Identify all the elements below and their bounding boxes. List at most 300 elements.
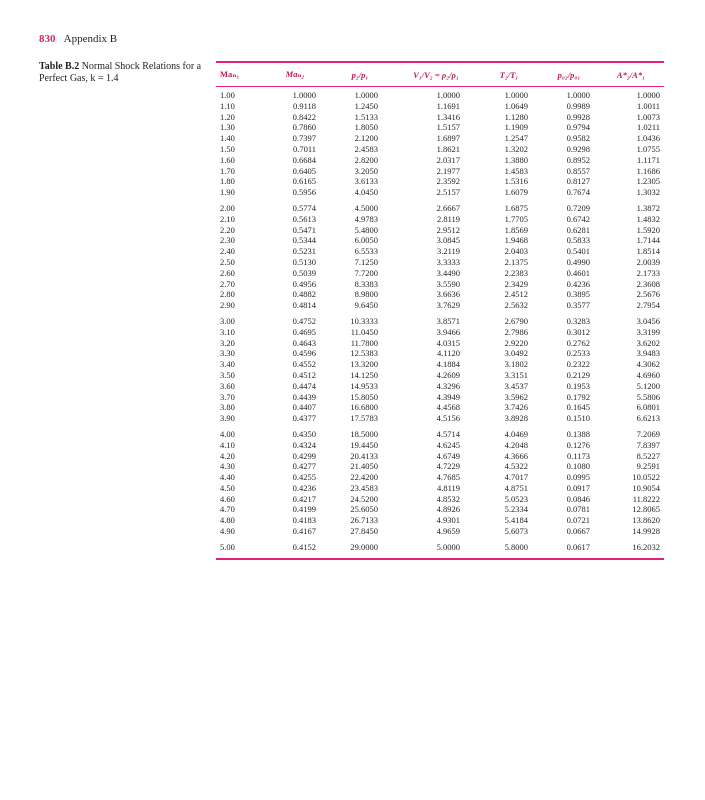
cell-stagnation-pressure-ratio: 0.3577	[566, 300, 590, 311]
cell-ma1: 1.10	[220, 100, 235, 111]
cell-area-ratio: 1.5920	[636, 224, 660, 235]
cell-velocity-ratio: 4.3296	[436, 380, 460, 391]
cell-temperature-ratio: 1.0000	[504, 90, 528, 100]
table-row	[216, 176, 664, 187]
cell-ma2: 0.4277	[292, 461, 316, 472]
cell-pressure-ratio: 4.9783	[354, 213, 378, 224]
cell-area-ratio: 9.2591	[636, 461, 660, 472]
table-row	[216, 225, 664, 236]
cell-velocity-ratio: 3.0845	[436, 235, 460, 246]
bottom-rule	[216, 558, 664, 560]
table-row	[216, 155, 664, 166]
cell-velocity-ratio: 2.0317	[436, 154, 460, 165]
cell-area-ratio: 2.0039	[636, 256, 660, 267]
cell-velocity-ratio: 4.5714	[436, 428, 460, 439]
cell-pressure-ratio: 16.6800	[350, 402, 378, 413]
table-row	[216, 494, 664, 505]
cell-area-ratio: 1.1171	[636, 154, 660, 165]
table-row	[216, 542, 664, 553]
cell-pressure-ratio: 14.9533	[350, 380, 378, 391]
cell-pressure-ratio: 4.0450	[354, 187, 378, 198]
cell-ma1: 5.00	[220, 541, 235, 552]
cell-area-ratio: 2.7954	[636, 300, 660, 311]
cell-area-ratio: 12.8065	[632, 504, 660, 515]
cell-temperature-ratio: 4.2048	[504, 439, 528, 450]
cell-ma1: 3.80	[220, 402, 235, 413]
cell-pressure-ratio: 1.5133	[354, 111, 378, 122]
table-row	[216, 413, 664, 424]
table-row	[216, 327, 664, 338]
table-row	[216, 166, 664, 177]
cell-ma2: 0.5231	[292, 246, 316, 257]
cell-stagnation-pressure-ratio: 0.0995	[566, 472, 590, 483]
cell-stagnation-pressure-ratio: 0.2129	[566, 369, 590, 380]
table-row	[216, 90, 664, 101]
table-row	[216, 289, 664, 300]
cell-ma1: 3.90	[220, 413, 235, 424]
cell-temperature-ratio: 3.5962	[504, 391, 528, 402]
normal-shock-table	[216, 61, 664, 560]
cell-velocity-ratio: 4.1120	[436, 348, 460, 359]
table-row	[216, 392, 664, 403]
cell-stagnation-pressure-ratio: 0.8952	[566, 154, 590, 165]
cell-stagnation-pressure-ratio: 1.0000	[566, 90, 590, 100]
table-row	[216, 133, 664, 144]
cell-area-ratio: 8.5227	[636, 450, 660, 461]
cell-area-ratio: 7.2069	[636, 428, 660, 439]
cell-pressure-ratio: 19.4450	[350, 439, 378, 450]
cell-ma2: 0.4167	[292, 526, 316, 537]
cell-velocity-ratio: 2.3592	[436, 176, 460, 187]
cell-temperature-ratio: 5.2334	[504, 504, 528, 515]
table-row	[216, 515, 664, 526]
cell-area-ratio: 1.7144	[636, 235, 660, 246]
cell-pressure-ratio: 2.8200	[354, 154, 378, 165]
cell-pressure-ratio: 27.8450	[350, 526, 378, 537]
cell-ma1: 1.30	[220, 122, 235, 133]
cell-stagnation-pressure-ratio: 0.1080	[566, 461, 590, 472]
cell-ma1: 3.40	[220, 359, 235, 370]
cell-velocity-ratio: 1.5157	[436, 122, 460, 133]
col-header-ma1: Maₙ₁	[220, 69, 240, 79]
cell-temperature-ratio: 5.4184	[504, 515, 528, 526]
cell-area-ratio: 2.3608	[636, 278, 660, 289]
cell-area-ratio: 6.0801	[636, 402, 660, 413]
cell-temperature-ratio: 3.0492	[504, 348, 528, 359]
cell-ma1: 1.90	[220, 187, 235, 198]
cell-ma2: 0.4407	[292, 402, 316, 413]
row-group	[216, 203, 664, 311]
table-body	[216, 87, 664, 553]
cell-velocity-ratio: 4.0315	[436, 337, 460, 348]
table-row	[216, 402, 664, 413]
cell-area-ratio: 2.1733	[636, 267, 660, 278]
table-row	[216, 461, 664, 472]
cell-temperature-ratio: 2.7986	[504, 326, 528, 337]
col-header-temperature-ratio: T₂/T₁	[499, 69, 519, 80]
cell-area-ratio: 5.5806	[636, 391, 660, 402]
table-row	[216, 268, 664, 279]
cell-temperature-ratio: 1.6079	[504, 187, 528, 198]
cell-ma2: 0.6405	[292, 165, 316, 176]
table-row	[216, 472, 664, 483]
cell-area-ratio: 14.9928	[632, 526, 660, 537]
cell-ma2: 0.7397	[292, 133, 316, 144]
cell-area-ratio: 1.0755	[636, 143, 660, 154]
cell-ma2: 1.0000	[292, 90, 316, 100]
cell-pressure-ratio: 29.0000	[350, 541, 378, 552]
table-row	[216, 429, 664, 440]
cell-ma1: 1.80	[220, 176, 235, 187]
row-group	[216, 316, 664, 424]
cell-ma1: 1.20	[220, 111, 235, 122]
cell-velocity-ratio: 1.8621	[436, 143, 460, 154]
table-row	[216, 316, 664, 327]
cell-temperature-ratio: 3.1802	[504, 359, 528, 370]
cell-pressure-ratio: 24.5200	[350, 493, 378, 504]
cell-pressure-ratio: 23.4583	[350, 482, 378, 493]
cell-ma1: 2.60	[220, 267, 235, 278]
cell-stagnation-pressure-ratio: 0.4236	[566, 278, 590, 289]
cell-stagnation-pressure-ratio: 0.3895	[566, 289, 590, 300]
cell-temperature-ratio: 1.1280	[504, 111, 528, 122]
cell-stagnation-pressure-ratio: 0.3283	[566, 315, 590, 326]
cell-ma2: 0.5956	[292, 187, 316, 198]
cell-velocity-ratio: 4.1884	[436, 359, 460, 370]
cell-ma2: 0.4695	[292, 326, 316, 337]
cell-temperature-ratio: 2.0403	[504, 246, 528, 257]
cell-velocity-ratio: 1.1691	[436, 100, 460, 111]
table-row	[216, 235, 664, 246]
table-row	[216, 440, 664, 451]
cell-ma2: 0.4183	[292, 515, 316, 526]
cell-stagnation-pressure-ratio: 0.6742	[566, 213, 590, 224]
cell-ma2: 0.4350	[292, 428, 316, 439]
cell-velocity-ratio: 4.3949	[436, 391, 460, 402]
cell-area-ratio: 13.8620	[632, 515, 660, 526]
cell-velocity-ratio: 3.6636	[436, 289, 460, 300]
cell-velocity-ratio: 3.9466	[436, 326, 460, 337]
cell-area-ratio: 1.4832	[636, 213, 660, 224]
cell-ma1: 4.30	[220, 461, 235, 472]
cell-velocity-ratio: 4.8532	[436, 493, 460, 504]
cell-stagnation-pressure-ratio: 0.4601	[566, 267, 590, 278]
cell-pressure-ratio: 22.4200	[350, 472, 378, 483]
cell-area-ratio: 4.3062	[636, 359, 660, 370]
cell-ma1: 2.20	[220, 224, 235, 235]
cell-ma1: 2.90	[220, 300, 235, 311]
cell-velocity-ratio: 3.2119	[436, 246, 460, 257]
cell-ma1: 3.20	[220, 337, 235, 348]
cell-ma2: 0.6165	[292, 176, 316, 187]
cell-area-ratio: 1.1686	[636, 165, 660, 176]
cell-temperature-ratio: 2.6790	[504, 315, 528, 326]
cell-stagnation-pressure-ratio: 0.3012	[566, 326, 590, 337]
cell-area-ratio: 3.0456	[636, 315, 660, 326]
cell-ma1: 1.70	[220, 165, 235, 176]
cell-stagnation-pressure-ratio: 0.9989	[566, 100, 590, 111]
cell-pressure-ratio: 1.2450	[354, 100, 378, 111]
cell-stagnation-pressure-ratio: 0.9794	[566, 122, 590, 133]
cell-pressure-ratio: 7.1250	[354, 256, 378, 267]
cell-ma2: 0.4255	[292, 472, 316, 483]
cell-area-ratio: 1.0211	[636, 122, 660, 133]
cell-velocity-ratio: 4.9301	[436, 515, 460, 526]
cell-pressure-ratio: 3.6133	[354, 176, 378, 187]
cell-ma1: 2.50	[220, 256, 235, 267]
cell-area-ratio: 1.3872	[636, 202, 660, 213]
cell-temperature-ratio: 1.4583	[504, 165, 528, 176]
cell-velocity-ratio: 4.6245	[436, 439, 460, 450]
cell-temperature-ratio: 4.5322	[504, 461, 528, 472]
cell-temperature-ratio: 1.9468	[504, 235, 528, 246]
table-row	[216, 338, 664, 349]
cell-pressure-ratio: 8.9800	[354, 289, 378, 300]
cell-ma2: 0.4882	[292, 289, 316, 300]
cell-pressure-ratio: 2.4583	[354, 143, 378, 154]
cell-velocity-ratio: 2.8119	[436, 213, 460, 224]
cell-temperature-ratio: 4.7017	[504, 472, 528, 483]
cell-ma1: 4.90	[220, 526, 235, 537]
cell-ma1: 4.80	[220, 515, 235, 526]
cell-ma2: 0.4217	[292, 493, 316, 504]
cell-stagnation-pressure-ratio: 0.2762	[566, 337, 590, 348]
cell-temperature-ratio: 3.7426	[504, 402, 528, 413]
cell-velocity-ratio: 4.7229	[436, 461, 460, 472]
cell-ma1: 4.20	[220, 450, 235, 461]
cell-ma1: 2.10	[220, 213, 235, 224]
cell-pressure-ratio: 20.4133	[350, 450, 378, 461]
cell-temperature-ratio: 1.7705	[504, 213, 528, 224]
cell-ma2: 0.5774	[292, 202, 316, 213]
cell-ma2: 0.6684	[292, 154, 316, 165]
cell-temperature-ratio: 1.3880	[504, 154, 528, 165]
cell-ma2: 0.4474	[292, 380, 316, 391]
row-group	[216, 90, 664, 198]
table-row	[216, 122, 664, 133]
cell-temperature-ratio: 2.2383	[504, 267, 528, 278]
cell-stagnation-pressure-ratio: 0.5401	[566, 246, 590, 257]
cell-stagnation-pressure-ratio: 0.2533	[566, 348, 590, 359]
cell-velocity-ratio: 3.5590	[436, 278, 460, 289]
cell-stagnation-pressure-ratio: 0.1388	[566, 428, 590, 439]
cell-temperature-ratio: 4.3666	[504, 450, 528, 461]
cell-ma1: 3.70	[220, 391, 235, 402]
cell-velocity-ratio: 4.2609	[436, 369, 460, 380]
cell-ma2: 0.4377	[292, 413, 316, 424]
cell-ma2: 0.4552	[292, 359, 316, 370]
table-row	[216, 279, 664, 290]
cell-area-ratio: 10.0522	[632, 472, 660, 483]
cell-velocity-ratio: 2.1977	[436, 165, 460, 176]
cell-pressure-ratio: 3.2050	[354, 165, 378, 176]
cell-temperature-ratio: 2.9220	[504, 337, 528, 348]
table-row	[216, 203, 664, 214]
cell-stagnation-pressure-ratio: 0.9928	[566, 111, 590, 122]
table-row	[216, 483, 664, 494]
col-header-area-ratio: A*₂/A*₁	[616, 69, 646, 80]
cell-ma2: 0.7860	[292, 122, 316, 133]
cell-ma2: 0.5471	[292, 224, 316, 235]
cell-velocity-ratio: 3.3333	[436, 256, 460, 267]
cell-area-ratio: 1.0073	[636, 111, 660, 122]
cell-ma1: 1.40	[220, 133, 235, 144]
cell-area-ratio: 2.5676	[636, 289, 660, 300]
cell-ma2: 0.8422	[292, 111, 316, 122]
table-row	[216, 246, 664, 257]
cell-ma2: 0.7011	[292, 143, 316, 154]
table-label: Table B.2	[39, 61, 80, 72]
cell-pressure-ratio: 4.5000	[354, 202, 378, 213]
cell-ma2: 0.5039	[292, 267, 316, 278]
cell-ma2: 0.4956	[292, 278, 316, 289]
cell-pressure-ratio: 15.8050	[350, 391, 378, 402]
cell-area-ratio: 10.9054	[632, 482, 660, 493]
cell-velocity-ratio: 4.8119	[436, 482, 460, 493]
cell-ma2: 0.4439	[292, 391, 316, 402]
cell-ma1: 2.00	[220, 202, 235, 213]
cell-area-ratio: 1.3032	[636, 187, 660, 198]
cell-pressure-ratio: 11.7800	[350, 337, 378, 348]
cell-velocity-ratio: 2.6667	[436, 202, 460, 213]
cell-ma2: 0.4236	[292, 482, 316, 493]
cell-ma2: 0.4752	[292, 315, 316, 326]
cell-stagnation-pressure-ratio: 0.1276	[566, 439, 590, 450]
cell-ma1: 4.00	[220, 428, 235, 439]
cell-area-ratio: 1.0000	[636, 90, 660, 100]
row-group	[216, 542, 664, 553]
cell-velocity-ratio: 1.0000	[436, 90, 460, 100]
cell-pressure-ratio: 21.4050	[350, 461, 378, 472]
cell-area-ratio: 1.0436	[636, 133, 660, 144]
cell-temperature-ratio: 1.8569	[504, 224, 528, 235]
table-row	[216, 187, 664, 198]
cell-stagnation-pressure-ratio: 0.8127	[566, 176, 590, 187]
cell-velocity-ratio: 4.5156	[436, 413, 460, 424]
cell-stagnation-pressure-ratio: 0.8557	[566, 165, 590, 176]
cell-area-ratio: 4.6960	[636, 369, 660, 380]
cell-stagnation-pressure-ratio: 0.5833	[566, 235, 590, 246]
cell-velocity-ratio: 3.4490	[436, 267, 460, 278]
cell-temperature-ratio: 5.0523	[504, 493, 528, 504]
cell-ma1: 2.70	[220, 278, 235, 289]
row-group	[216, 429, 664, 537]
cell-velocity-ratio: 5.0000	[436, 541, 460, 552]
page-number: 830	[39, 33, 56, 45]
cell-stagnation-pressure-ratio: 0.7674	[566, 187, 590, 198]
col-header-velocity-ratio: V₁/V₂ = ρ₂/ρ₁	[413, 69, 459, 80]
col-header-ma2: Maₙ₂	[285, 69, 305, 79]
cell-pressure-ratio: 6.5533	[354, 246, 378, 257]
cell-temperature-ratio: 1.1909	[504, 122, 528, 133]
page-header	[39, 33, 117, 45]
cell-temperature-ratio: 2.3429	[504, 278, 528, 289]
cell-pressure-ratio: 17.5783	[350, 413, 378, 424]
cell-ma1: 1.50	[220, 143, 235, 154]
cell-area-ratio: 1.0011	[636, 100, 660, 111]
cell-ma1: 3.10	[220, 326, 235, 337]
cell-temperature-ratio: 2.1375	[504, 256, 528, 267]
col-header-stagnation-pressure-ratio: p₀₂/p₀₁	[557, 69, 581, 80]
cell-stagnation-pressure-ratio: 0.1173	[566, 450, 590, 461]
cell-pressure-ratio: 11.0450	[350, 326, 378, 337]
cell-pressure-ratio: 18.5000	[350, 428, 378, 439]
cell-stagnation-pressure-ratio: 0.9582	[566, 133, 590, 144]
cell-stagnation-pressure-ratio: 0.4990	[566, 256, 590, 267]
cell-pressure-ratio: 9.6450	[354, 300, 378, 311]
cell-ma1: 4.70	[220, 504, 235, 515]
cell-temperature-ratio: 4.0469	[504, 428, 528, 439]
table-row	[216, 214, 664, 225]
cell-ma2: 0.4512	[292, 369, 316, 380]
table-caption	[39, 61, 209, 85]
cell-temperature-ratio: 1.6875	[504, 202, 528, 213]
table-title: Normal Shock Relations for a Perfect Gas, k = 1.4	[39, 61, 202, 84]
cell-ma1: 4.40	[220, 472, 235, 483]
table-row	[216, 504, 664, 515]
table-row	[216, 359, 664, 370]
cell-stagnation-pressure-ratio: 0.6281	[566, 224, 590, 235]
cell-pressure-ratio: 2.1200	[354, 133, 378, 144]
cell-ma2: 0.4199	[292, 504, 316, 515]
cell-temperature-ratio: 2.5632	[504, 300, 528, 311]
cell-stagnation-pressure-ratio: 0.0721	[566, 515, 590, 526]
cell-area-ratio: 7.8397	[636, 439, 660, 450]
cell-stagnation-pressure-ratio: 0.0617	[566, 541, 590, 552]
cell-area-ratio: 3.6202	[636, 337, 660, 348]
cell-pressure-ratio: 14.1250	[350, 369, 378, 380]
cell-temperature-ratio: 1.2547	[504, 133, 528, 144]
cell-stagnation-pressure-ratio: 0.0667	[566, 526, 590, 537]
cell-pressure-ratio: 26.7133	[350, 515, 378, 526]
cell-temperature-ratio: 5.6073	[504, 526, 528, 537]
table-row	[216, 112, 664, 123]
cell-ma2: 0.5130	[292, 256, 316, 267]
cell-stagnation-pressure-ratio: 0.1510	[566, 413, 590, 424]
cell-ma2: 0.4596	[292, 348, 316, 359]
cell-ma1: 2.80	[220, 289, 235, 300]
cell-stagnation-pressure-ratio: 0.9298	[566, 143, 590, 154]
cell-ma1: 3.60	[220, 380, 235, 391]
table-row	[216, 526, 664, 537]
cell-stagnation-pressure-ratio: 0.2322	[566, 359, 590, 370]
table-row	[216, 451, 664, 462]
cell-ma1: 4.60	[220, 493, 235, 504]
cell-stagnation-pressure-ratio: 0.0781	[566, 504, 590, 515]
cell-ma2: 0.4814	[292, 300, 316, 311]
cell-pressure-ratio: 10.3333	[350, 315, 378, 326]
cell-stagnation-pressure-ratio: 0.1953	[566, 380, 590, 391]
table-row	[216, 370, 664, 381]
cell-pressure-ratio: 25.6050	[350, 504, 378, 515]
cell-ma1: 2.40	[220, 246, 235, 257]
cell-velocity-ratio: 4.4568	[436, 402, 460, 413]
cell-temperature-ratio: 1.5316	[504, 176, 528, 187]
cell-pressure-ratio: 12.5383	[350, 348, 378, 359]
table-row	[216, 101, 664, 112]
cell-pressure-ratio: 7.7200	[354, 267, 378, 278]
cell-temperature-ratio: 3.3151	[504, 369, 528, 380]
cell-temperature-ratio: 1.0649	[504, 100, 528, 111]
cell-pressure-ratio: 5.4800	[354, 224, 378, 235]
cell-ma1: 4.50	[220, 482, 235, 493]
cell-stagnation-pressure-ratio: 0.1792	[566, 391, 590, 402]
cell-temperature-ratio: 2.4512	[504, 289, 528, 300]
cell-ma1: 1.60	[220, 154, 235, 165]
table-header	[216, 63, 664, 86]
table-row	[216, 381, 664, 392]
cell-velocity-ratio: 2.9512	[436, 224, 460, 235]
